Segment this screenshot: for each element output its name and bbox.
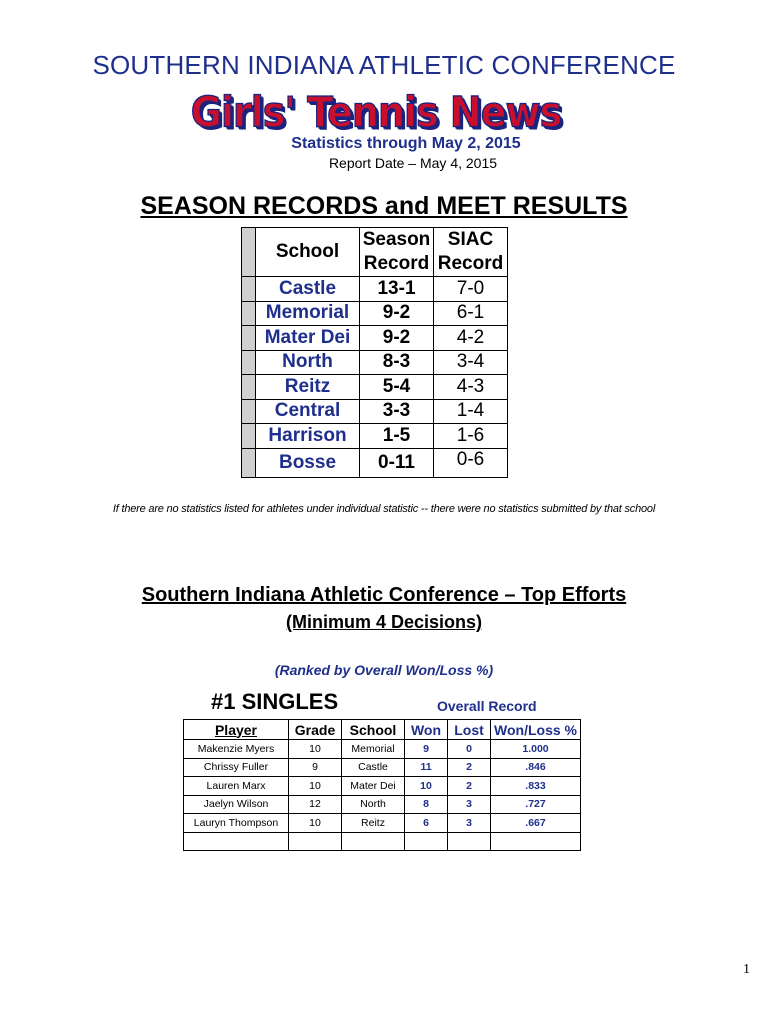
column-header-player: [184, 720, 289, 740]
shade-cell: [242, 399, 256, 424]
school-cell: Castle: [342, 758, 405, 777]
siac-record-cell: 4-2: [434, 326, 508, 351]
column-header-won: Won: [405, 720, 448, 740]
singles-table: [183, 719, 581, 851]
shade-cell: [242, 228, 256, 277]
empty-cell: [448, 832, 491, 851]
empty-cell: [289, 832, 342, 851]
won-cell: 11: [405, 758, 448, 777]
season-records-heading: SEASON RECORDS and MEET RESULTS: [140, 192, 628, 220]
player-cell: Lauryn Thompson: [184, 814, 289, 833]
table-row: [184, 795, 581, 814]
season-header-line1: Season: [362, 229, 431, 250]
lost-cell: 3: [448, 795, 491, 814]
player-cell: Chrissy Fuller: [184, 758, 289, 777]
season-record-cell: 0-11: [360, 448, 434, 477]
shade-cell: [242, 375, 256, 400]
lost-cell: 0: [448, 740, 491, 759]
won-cell: 10: [405, 777, 448, 796]
table-row: [242, 277, 508, 302]
table-row: [184, 758, 581, 777]
grade-cell: 10: [289, 777, 342, 796]
siac-record-cell: 4-3: [434, 375, 508, 400]
season-record-cell: 13-1: [360, 277, 434, 302]
lost-cell: 3: [448, 814, 491, 833]
won-cell: 9: [405, 740, 448, 759]
school-cell: Bosse: [256, 448, 360, 477]
empty-cell: [342, 832, 405, 851]
lost-cell: 2: [448, 758, 491, 777]
season-record-cell: 9-2: [360, 301, 434, 326]
player-cell: Lauren Marx: [184, 777, 289, 796]
pct-cell: 1.000: [491, 740, 581, 759]
siac-record-cell: 7-0: [434, 277, 508, 302]
pct-cell: .727: [491, 795, 581, 814]
table-row: [184, 740, 581, 759]
column-header-school: School: [342, 720, 405, 740]
siac-record-cell: 1-6: [434, 424, 508, 449]
siac-header-line1: SIAC: [447, 229, 494, 250]
grade-cell: 12: [289, 795, 342, 814]
table-row: [184, 814, 581, 833]
grade-cell: 10: [289, 740, 342, 759]
page-number: 1: [743, 962, 750, 977]
school-cell: Reitz: [256, 375, 360, 400]
table-row: [242, 350, 508, 375]
column-header-siac-record: [434, 228, 508, 277]
pct-cell: .833: [491, 777, 581, 796]
pct-cell: .667: [491, 814, 581, 833]
top-efforts-heading: Southern Indiana Athletic Conference – Top Efforts: [141, 584, 627, 606]
column-header-won-loss-pct: Won/Loss %: [491, 720, 581, 740]
siac-record-cell: 1-4: [434, 399, 508, 424]
report-date: Report Date – May 4, 2015: [328, 155, 498, 171]
table-row: [242, 326, 508, 351]
singles-table-header-row: [184, 720, 581, 740]
school-cell: North: [342, 795, 405, 814]
statistics-through-date: Statistics through May 2, 2015: [291, 135, 521, 152]
shade-cell: [242, 448, 256, 477]
empty-cell: [405, 832, 448, 851]
season-header-line2: Record: [363, 253, 430, 274]
siac-record-cell: 6-1: [434, 301, 508, 326]
won-cell: 8: [405, 795, 448, 814]
grade-cell: 9: [289, 758, 342, 777]
season-records-table: [241, 227, 508, 478]
siac-record-cell: 0-6: [434, 448, 508, 477]
won-cell: 6: [405, 814, 448, 833]
school-cell: Memorial: [256, 301, 360, 326]
school-cell: Harrison: [256, 424, 360, 449]
newsletter-title: Girls' Tennis News: [190, 87, 562, 137]
minimum-decisions-subheading: (Minimum 4 Decisions): [285, 612, 483, 632]
column-header-school: School: [256, 228, 360, 277]
siac-record-cell: 3-4: [434, 350, 508, 375]
column-header-grade: Grade: [289, 720, 342, 740]
season-table-header-row: [242, 228, 508, 277]
season-record-cell: 5-4: [360, 375, 434, 400]
column-header-lost: Lost: [448, 720, 491, 740]
grade-cell: 10: [289, 814, 342, 833]
school-cell: Mater Dei: [256, 326, 360, 351]
column-header-season-record: [360, 228, 434, 277]
player-cell: Jaelyn Wilson: [184, 795, 289, 814]
player-cell: Makenzie Myers: [184, 740, 289, 759]
season-record-cell: 3-3: [360, 399, 434, 424]
lost-cell: 2: [448, 777, 491, 796]
school-cell: North: [256, 350, 360, 375]
player-header-text: Player: [214, 721, 258, 738]
school-cell: Castle: [256, 277, 360, 302]
table-row: [242, 301, 508, 326]
siac-header-line2: Record: [437, 253, 504, 274]
overall-record-label: Overall Record: [437, 698, 537, 714]
school-cell: Mater Dei: [342, 777, 405, 796]
empty-cell: [491, 832, 581, 851]
school-cell: Memorial: [342, 740, 405, 759]
shade-cell: [242, 424, 256, 449]
singles-heading: #1 SINGLES: [211, 689, 339, 714]
table-row: [242, 375, 508, 400]
season-record-cell: 9-2: [360, 326, 434, 351]
shade-cell: [242, 326, 256, 351]
shade-cell: [242, 350, 256, 375]
school-cell: Reitz: [342, 814, 405, 833]
empty-cell: [184, 832, 289, 851]
table-row: [242, 399, 508, 424]
school-cell: Central: [256, 399, 360, 424]
shade-cell: [242, 301, 256, 326]
no-statistics-note: If there are no statistics listed for athletes under individual statistic -- there were no statistics submitted by that school: [112, 503, 656, 515]
table-row: [184, 777, 581, 796]
conference-title: SOUTHERN INDIANA ATHLETIC CONFERENCE: [92, 50, 676, 80]
table-row: [242, 448, 508, 477]
shade-cell: [242, 277, 256, 302]
ranking-note: (Ranked by Overall Won/Loss %): [274, 662, 494, 678]
table-row: [242, 424, 508, 449]
pct-cell: .846: [491, 758, 581, 777]
season-record-cell: 8-3: [360, 350, 434, 375]
season-record-cell: 1-5: [360, 424, 434, 449]
table-row-empty: [184, 832, 581, 851]
